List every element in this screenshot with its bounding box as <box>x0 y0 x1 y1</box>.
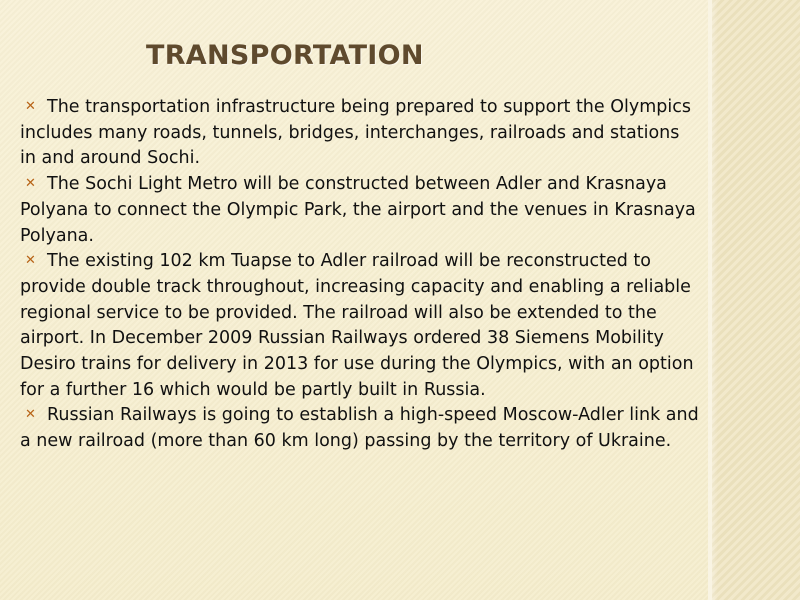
slide-title: TRANSPORTATION <box>146 40 424 71</box>
bullet-text: The transportation infrastructure being prepared to support the Olympics includes many roads, tunnels, bridges, interchanges, railroads and stations in and around Sochi. <box>20 97 691 169</box>
bullet-text: The existing 102 km Tuapse to Adler railroad will be reconstructed to provide double track throughout, increasing capacity and enabling a reliable regional service to be provided. The railroad will also be extended to the airport. In December 2009 Russian Railways ordered 38 Siemens Mobility Desiro trains for delivery in 2013 for use during the Olympics, with an option for a further 16 which would be partly built in Russia. <box>20 251 694 400</box>
x-mark-icon: ✕ <box>25 99 36 114</box>
bullet-item <box>20 403 700 454</box>
bullet-item <box>20 249 700 403</box>
x-mark-icon: ✕ <box>25 253 36 269</box>
bullet-text: The Sochi Light Metro will be constructed between Adler and Krasnaya Polyana to connect the Olympic Park, the airport and the venues in Krasnaya Polyana. <box>20 174 696 246</box>
slide-content <box>20 95 700 455</box>
bullet-item <box>20 95 700 172</box>
x-mark-icon: ✕ <box>25 407 36 423</box>
bullet-item <box>20 172 700 249</box>
bullet-text: Russian Railways is going to establish a high-speed Moscow-Adler link and a new railroad (more than 60 km long) passing by the territory of Ukraine. <box>20 405 699 452</box>
right-decorative-stripe <box>708 0 800 600</box>
x-mark-icon: ✕ <box>25 176 36 192</box>
